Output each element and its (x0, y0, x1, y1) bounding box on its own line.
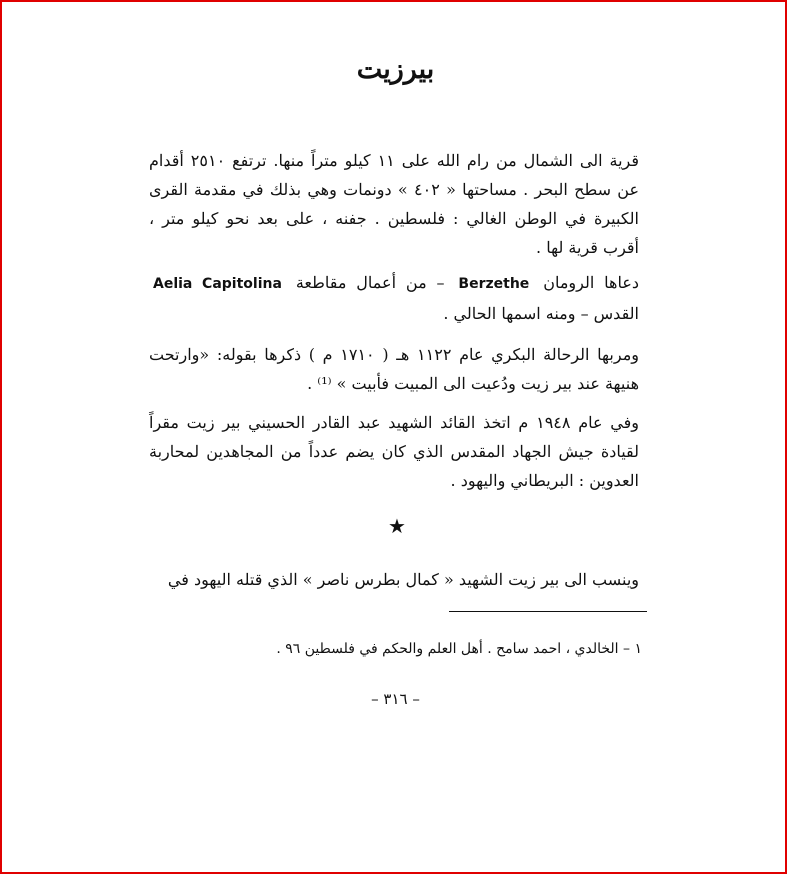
footnote-divider (449, 611, 647, 612)
paragraph-location: قرية الى الشمال من رام الله على ١١ كيلو متراً منها. ترتفع ٢٥١٠ أقدام عن سطح البحر . مساحتها « ٤٠٢ » دونمات وهي بذلك في مقدمة القرى الكبيرة في الوطن الغالي : فلسطين . جفنه ، على بعد نحو كيلو متر ، أقرب قرية لها . (149, 151, 640, 257)
paragraph-roman-name (149, 268, 639, 328)
page-title: بيرزيت (356, 54, 435, 85)
page-number: – ٣١٦ – (371, 690, 420, 708)
latin-name-berzethe: Berzethe (458, 276, 530, 292)
paragraph-1948: وفي عام ١٩٤٨ م اتخذ القائد الشهيد عبد القادر الحسيني بير زيت مقراً لقيادة جيش الجهاد المقدس الذي كان يضم عدداً من المجاهدين لمحاربة العدوين : البريطاني واليهود . (149, 413, 639, 490)
paragraph-martyr: وينسب الى بير زيت الشهيد « كمال بطرس ناصر » الذي قتله اليهود في (167, 570, 639, 589)
roman-text-start: دعاها الرومان (543, 273, 639, 292)
paragraph-traveler: ومربها الرحالة البكري عام ١١٢٢ هـ ( ١٧١٠ م ) ذكرها بقوله: «وارتحت هنيهة عند بير زيت ودُعيت الى المبيت فأبيت » ⁽¹⁾ . (149, 345, 639, 393)
star-separator-icon: ★ (388, 514, 406, 538)
roman-text-end: القدس – ومنه اسمها الحالي . (443, 304, 639, 323)
footnote: ١ – الخالدي ، احمد سامح . أهل العلم والحكم في فلسطين ٩٦ . (276, 641, 642, 657)
latin-name-aelia-capitolina: Aelia Capitolina (153, 276, 282, 292)
roman-text-mid: – من أعمال مقاطعة (295, 273, 445, 292)
